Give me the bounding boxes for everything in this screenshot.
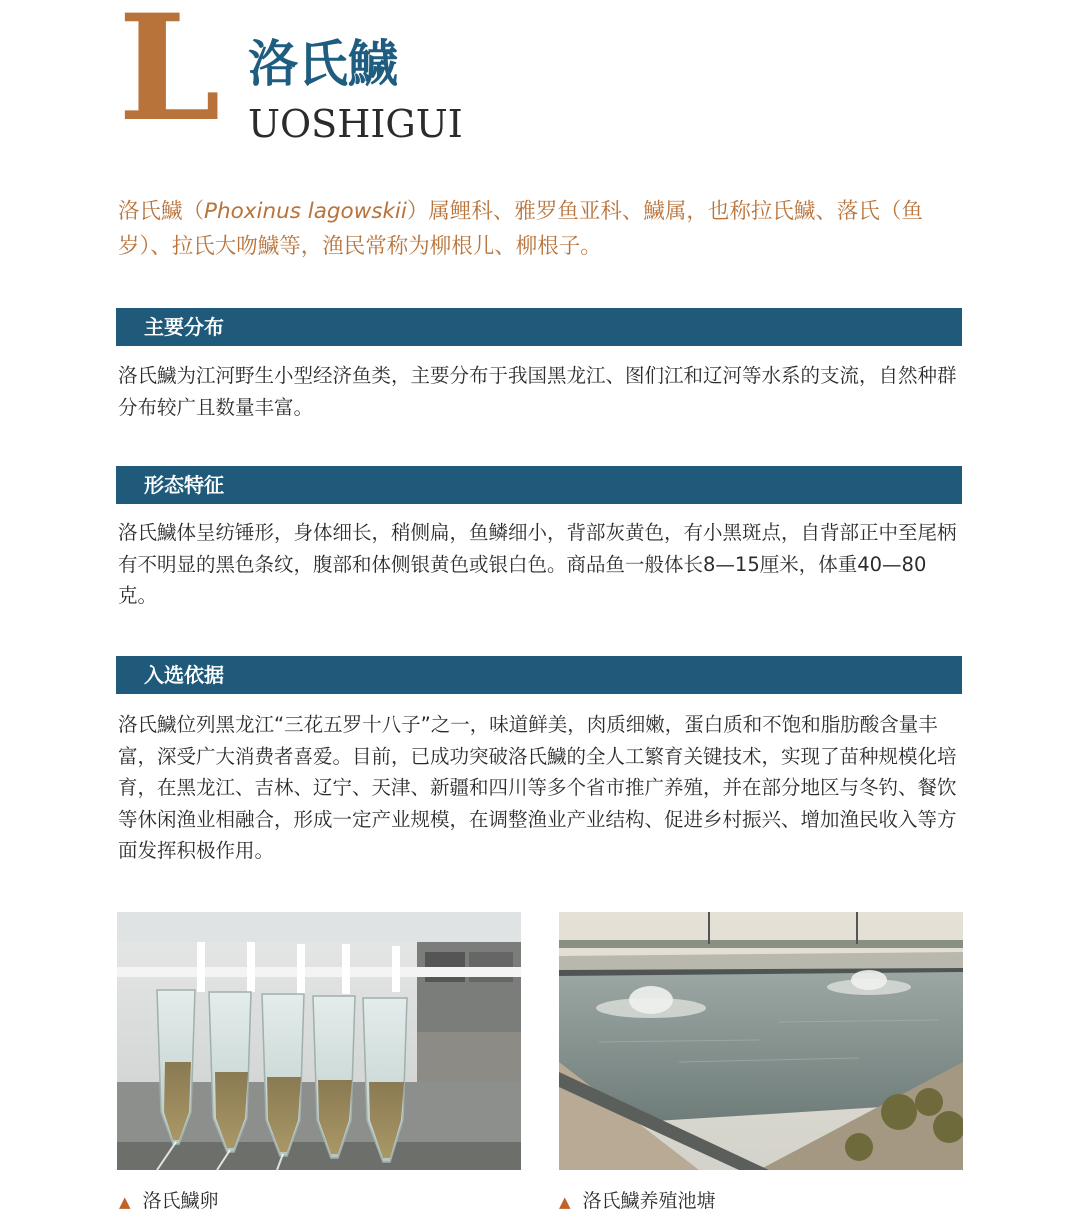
intro-paragraph (118, 194, 964, 264)
caption-text: 洛氏鱥养殖池塘 (582, 1190, 716, 1212)
caption-fish-eggs (119, 1184, 219, 1218)
triangle-icon: ▲ (119, 1193, 131, 1211)
photo-culture-pond (559, 912, 963, 1170)
section-text-distribution: 洛氏鱥为江河野生小型经济鱼类，主要分布于我国黑龙江、图们江和辽河等水系的支流，自然种群分布较广且数量丰富。 (118, 364, 957, 419)
intro-text-end: ）属鲤科、雅罗鱼亚科、鱥属，也称拉氏鱥、落氏（鱼岁）、拉氏大吻鱥等，渔民常称为柳根儿、柳根子。 (118, 199, 923, 259)
page-title-pinyin: UOSHIGUI (248, 102, 463, 146)
section-title: 主要分布 (144, 315, 224, 339)
section-header-distribution (116, 308, 962, 346)
section-header-morphology (116, 466, 962, 504)
section-title: 入选依据 (144, 663, 224, 687)
photo-fish-eggs (117, 912, 521, 1170)
section-text-morphology: 洛氏鱥体呈纺锤形，身体细长，稍侧扁，鱼鳞细小，背部灰黄色，有小黑斑点，自背部正中至尾柄有不明显的黑色条纹，腹部和体侧银黄色或银白色。商品鱼一般体长8—15厘米，体重40—80克。 (118, 521, 957, 607)
page-header (118, 0, 518, 154)
section-title: 形态特征 (144, 473, 224, 497)
triangle-icon: ▲ (559, 1193, 571, 1211)
initial-letter: L (118, 0, 221, 154)
section-text-selection: 洛氏鱥位列黑龙江“三花五罗十八子”之一，味道鲜美，肉质细嫩，蛋白质和不饱和脂肪酸含量丰富，深受广大消费者喜爱。目前，已成功突破洛氏鱥的全人工繁育关键技术，实现了苗种规模化培育，在黑龙江、吉林、辽宁、天津、新疆和四川等多个省市推广养殖，并在部分地区与冬钓、餐饮等休闲渔业相融合，形成一定产业规模，在调整渔业产业结构、促进乡村振兴、增加渔民收入等方面发挥积极作用。 (118, 713, 957, 862)
intro-text-start: 洛氏鱥（ (118, 199, 205, 224)
section-header-selection (116, 656, 962, 694)
page-title: 洛氏鱥 (248, 35, 398, 93)
caption-culture-pond (559, 1184, 716, 1218)
caption-text: 洛氏鱥卵 (142, 1190, 219, 1212)
latin-name: Phoxinus lagowskii (204, 199, 407, 224)
